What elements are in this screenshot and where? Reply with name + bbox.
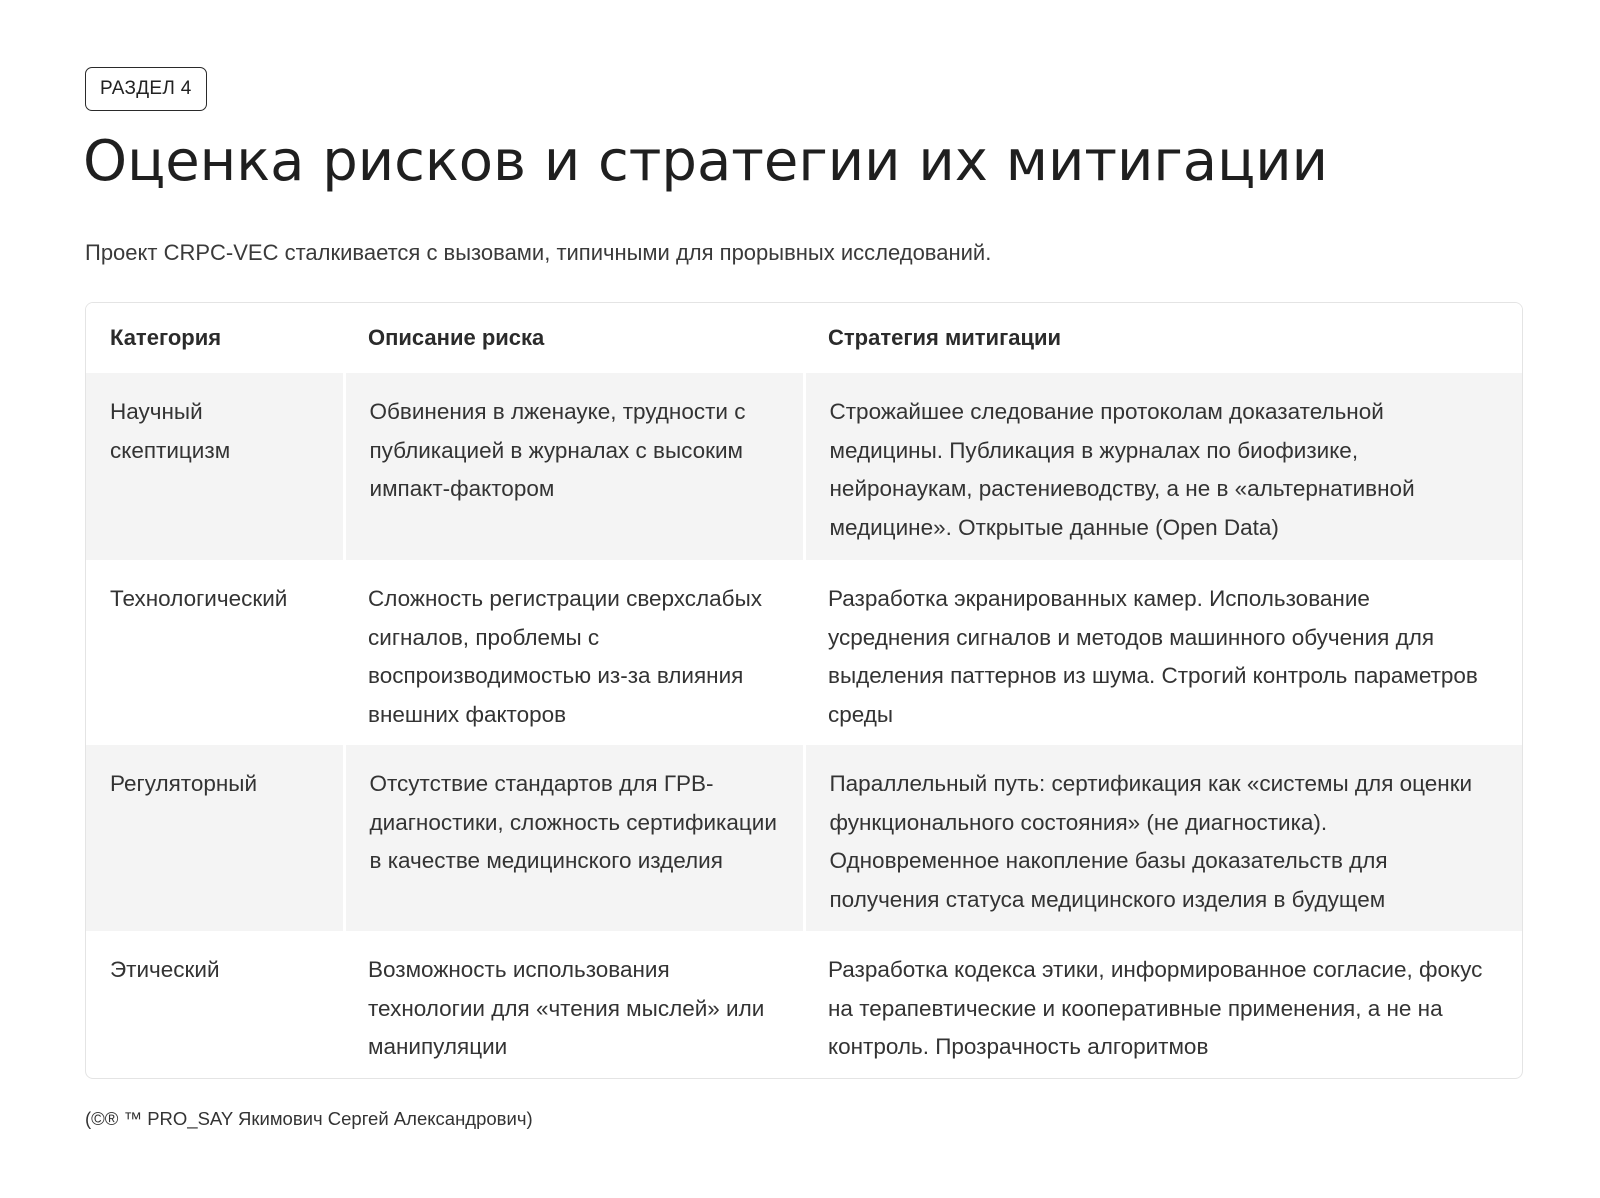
page-title: Оценка рисков и стратегии их митигации (83, 129, 1329, 194)
table-row (86, 373, 1522, 560)
column-header-description: Описание риска (344, 303, 804, 373)
risk-description-cell: Обвинения в лженауке, трудности с публикацией в журналах с высоким импакт-фактором (344, 373, 804, 560)
risk-table (86, 303, 1522, 1078)
mitigation-strategy-cell: Разработка экранированных камер. Использование усреднения сигналов и методов машинного обучения для выделения паттернов из шума. Строгий контроль параметров среды (828, 586, 1478, 727)
risk-category-cell: Технологический (110, 586, 288, 611)
intro-text: Проект CRPC-VEC сталкивается с вызовами, типичными для прорывных исследований. (85, 240, 992, 265)
risk-table-card (85, 302, 1523, 1079)
mitigation-strategy-cell: Строжайшее следование протоколам доказательной медицины. Публикация в журналах по биофизике, нейронаукам, растениеводству, а не в «альтернативной медицине». Открытые данные (Open Data) (804, 373, 1522, 560)
risk-category-cell: Этический (110, 957, 220, 982)
mitigation-strategy-cell: Параллельный путь: сертификация как «системы для оценки функционального состояния» (не диагностика). Одновременное накопление базы доказательств для получения статуса медицинского изделия в будущем (804, 745, 1522, 931)
table-row (86, 560, 1522, 745)
copyright-footer: (©® ™ PRO_SAY Якимович Сергей Александрович) (85, 1108, 533, 1129)
column-header-strategy: Стратегия митигации (804, 303, 1522, 373)
mitigation-strategy-cell: Разработка кодекса этики, информированное согласие, фокус на терапевтические и кооперативные применения, а не на контроль. Прозрачность алгоритмов (828, 957, 1483, 1059)
table-row (86, 745, 1522, 931)
risk-description-cell: Отсутствие стандартов для ГРВ-диагностики, сложность сертификации в качестве медицинского изделия (344, 745, 804, 931)
section-badge: РАЗДЕЛ 4 (85, 67, 207, 111)
risk-category-cell: Регуляторный (86, 745, 344, 931)
risk-description-cell: Сложность регистрации сверхслабых сигналов, проблемы с воспроизводимостью из-за влияния внешних факторов (368, 586, 762, 727)
table-row (86, 931, 1522, 1078)
column-header-category: Категория (86, 303, 344, 373)
table-header-row (86, 303, 1522, 373)
risk-category-cell: Научный скептицизм (86, 373, 344, 560)
risk-description-cell: Возможность использования технологии для «чтения мыслей» или манипуляции (368, 957, 765, 1059)
